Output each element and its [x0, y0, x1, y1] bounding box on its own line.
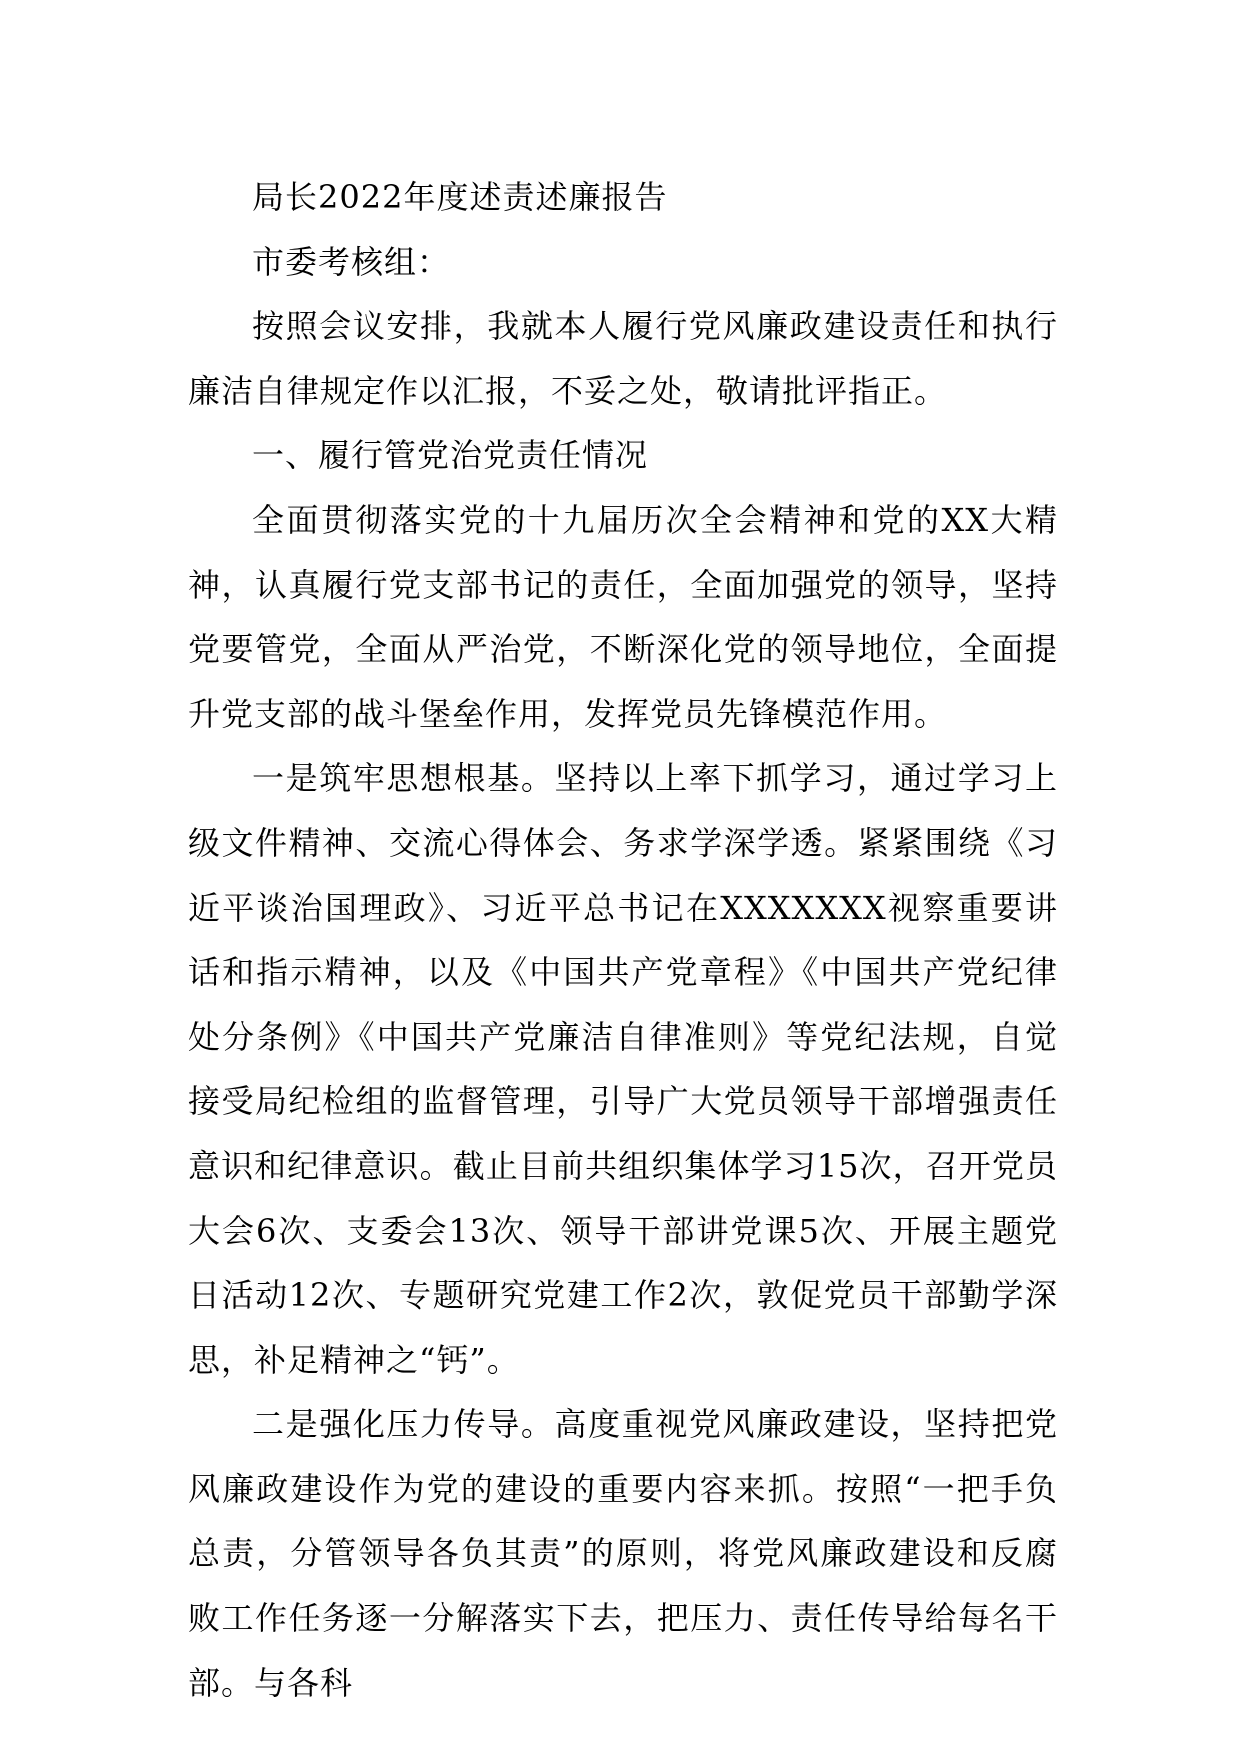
document-title: 局长2022年度述责述廉报告	[252, 178, 668, 216]
paragraph-section-1-summary: 全面贯彻落实党的十九届历次全会精神和党的XX大精神，认真履行党支部书记的责任，全面加强党的领导，坚持党要管党，全面从严治党，不断深化党的领导地位，全面提升党支部的战斗堡垒作用，发挥党员先锋模范作用。	[188, 500, 1058, 733]
salutation: 市委考核组：	[252, 242, 451, 281]
paragraph-point-1: 一是筑牢思想根基。坚持以上率下抓学习，通过学习上级文件精神、交流心得体会、务求学深学透。紧紧围绕《习近平谈治国理政》、习近平总书记在XXXXXXX视察重要讲话和指示精神，以及《中国共产党章程》《中国共产党纪律处分条例》《中国共产党廉洁自律准则》等党纪法规，自觉接受局纪检组的监督管理，引导广大党员领导干部增强责任意识和纪律意识。截止目前共组织集体学习15次，召开党员大会6次、支委会13次、领导干部讲党课5次、开展主题党日活动12次、专题研究党建工作2次，敦促党员干部勤学深思，补足精神之“钙”。	[188, 759, 1058, 1379]
document-body	[188, 165, 1058, 1715]
paragraph-point-2: 二是强化压力传导。高度重视党风廉政建设，坚持把党风廉政建设作为党的建设的重要内容来抓。按照“一把手负总责，分管领导各负其责”的原则，将党风廉政建设和反腐败工作任务逐一分解落实下去，把压力、责任传导给每名干部。与各科	[188, 1405, 1058, 1702]
paragraph-intro: 按照会议安排，我就本人履行党风廉政建设责任和执行廉洁自律规定作以汇报，不妥之处，敬请批评指正。	[188, 307, 1058, 410]
section-heading-1: 一、履行管党治党责任情况	[252, 436, 649, 475]
